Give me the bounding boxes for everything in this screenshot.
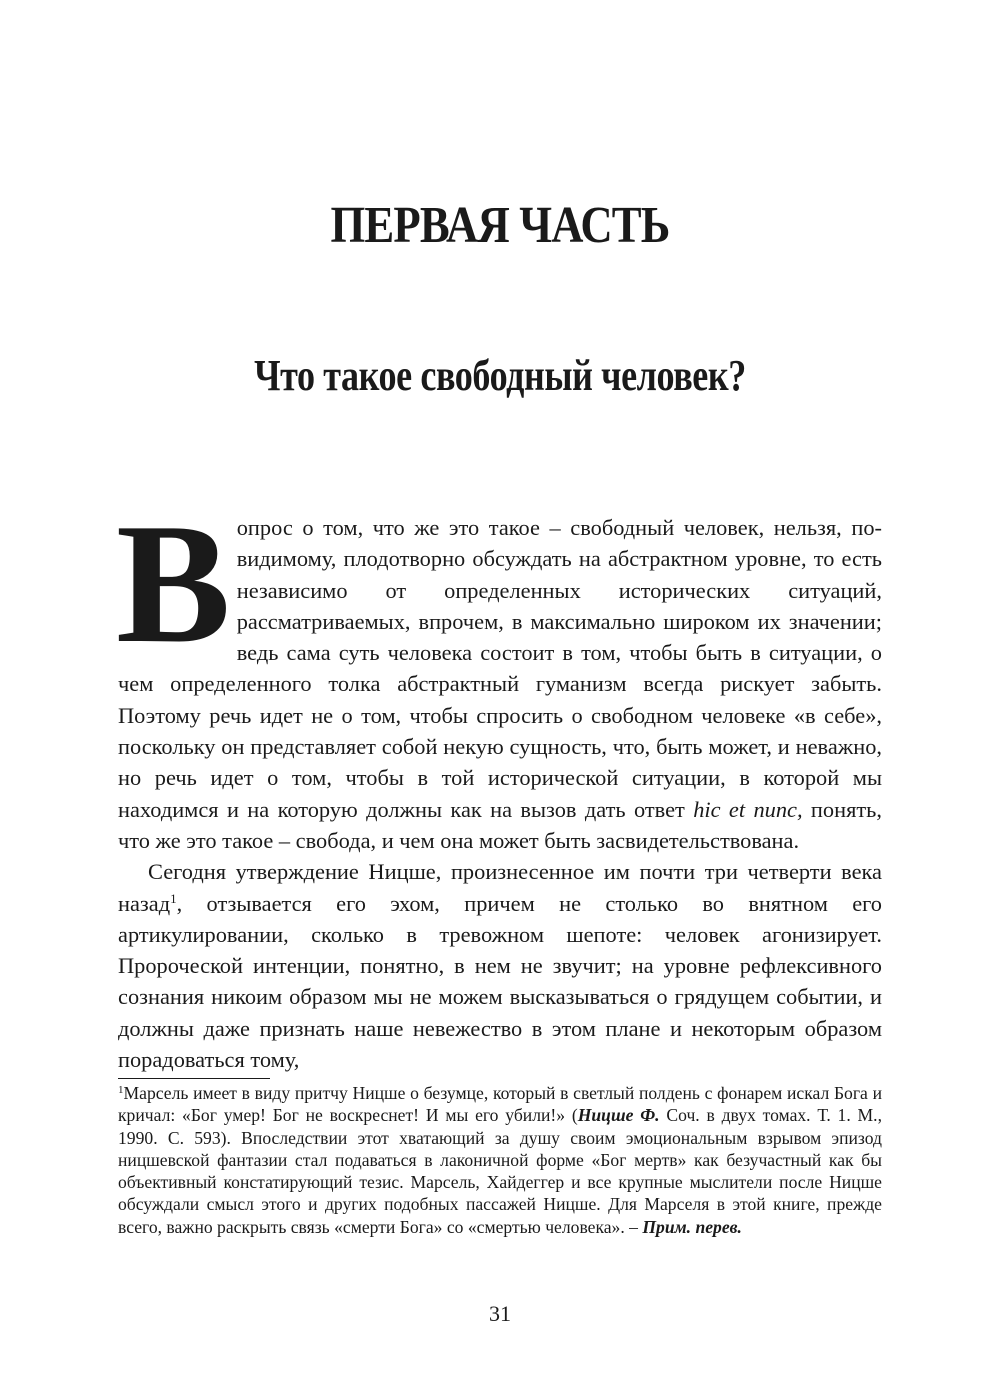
part-title: ПЕРВАЯ ЧАСТЬ bbox=[330, 197, 670, 254]
paragraph-1-latin-phrase: hic et nunc, bbox=[693, 796, 803, 822]
footnote-author: Ницше Ф. bbox=[577, 1105, 660, 1126]
paragraph-2 bbox=[118, 856, 882, 1075]
drop-cap: В bbox=[116, 489, 231, 679]
footnote-number: 1 bbox=[118, 1084, 124, 1096]
page-number: 31 bbox=[489, 1301, 511, 1326]
body-text bbox=[116, 489, 882, 1075]
footnote-text-b: Соч. в двух томах. Т. 1. М., 1990. С. 593). Впоследствии этот хватающий за душу своим эмоциональным взрывом эпизод ницшевской фантазии стал подаваться в лаконичной форме «Бог мертв» как безучастный как бы объективный констатирующий тезис. Марсель, Хайдеггер и все крупные мыслители после Ницше обсуждали смысл этого и других подобных пассажей Ницше. Для Марселя в этой книге, прежде всего, важно раскрыть связь «смерти Бога» со «смертью человека». – bbox=[118, 1105, 882, 1237]
chapter-title: Что такое свободный человек? bbox=[254, 351, 746, 400]
footnote-reference[interactable]: 1 bbox=[170, 890, 177, 906]
footnote-divider bbox=[118, 1078, 270, 1079]
footnote-text-a: Марсель имеет в виду притчу Ницше о безумце, который в светлый полдень с фонарем искал Бога и кричал: «Бог умер! Бог не воскреснет! И мы его убили!» ( bbox=[118, 1083, 882, 1126]
paragraph-2-text-a: Сегодня утверждение Ницше, произнесенное им почти три четверти века назад bbox=[118, 859, 882, 916]
book-page bbox=[118, 0, 882, 1381]
translator-note: Прим. перев. bbox=[642, 1216, 742, 1237]
paragraph-1 bbox=[116, 489, 882, 856]
paragraph-2-text-b: , отзывается его эхом, причем не столько во внятном его артикулировании, сколько в тревожном шепоте: человек агонизирует. Пророческой интенции, понятно, в нем не звучит; на уровне рефлексивного сознания никоим образом мы не можем высказываться о грядущем событии, и должны даже признать наше невежество в этом плане и некоторым образом порадоваться тому, bbox=[118, 890, 882, 1073]
paragraph-1-text-a: опрос о том, что же это такое – свободный человек, нельзя, по-видимому, плодотворно обсуждать на абстрактном уровне, то есть независимо от определенных исторических ситуаций, рассматриваемых, впрочем, в максимально широком их значении; ведь сама суть человека состоит в том, чтобы быть в ситуации, о чем определенного толка абстрактный гуманизм всегда рискует забыть. Поэтому речь идет не о том, чтобы спросить о свободном человеке «в себе», поскольку он представляет собой некую сущность, что, быть может, и неважно, но речь идет о том, чтобы в той исторической ситуации, в которой мы находимся и на которую должны как на вызов дать ответ bbox=[118, 515, 882, 822]
footnote bbox=[118, 1082, 882, 1238]
paragraph-1-text-b: понять, что же это такое – свобода, и чем она может быть засвидетельствована. bbox=[118, 796, 882, 853]
